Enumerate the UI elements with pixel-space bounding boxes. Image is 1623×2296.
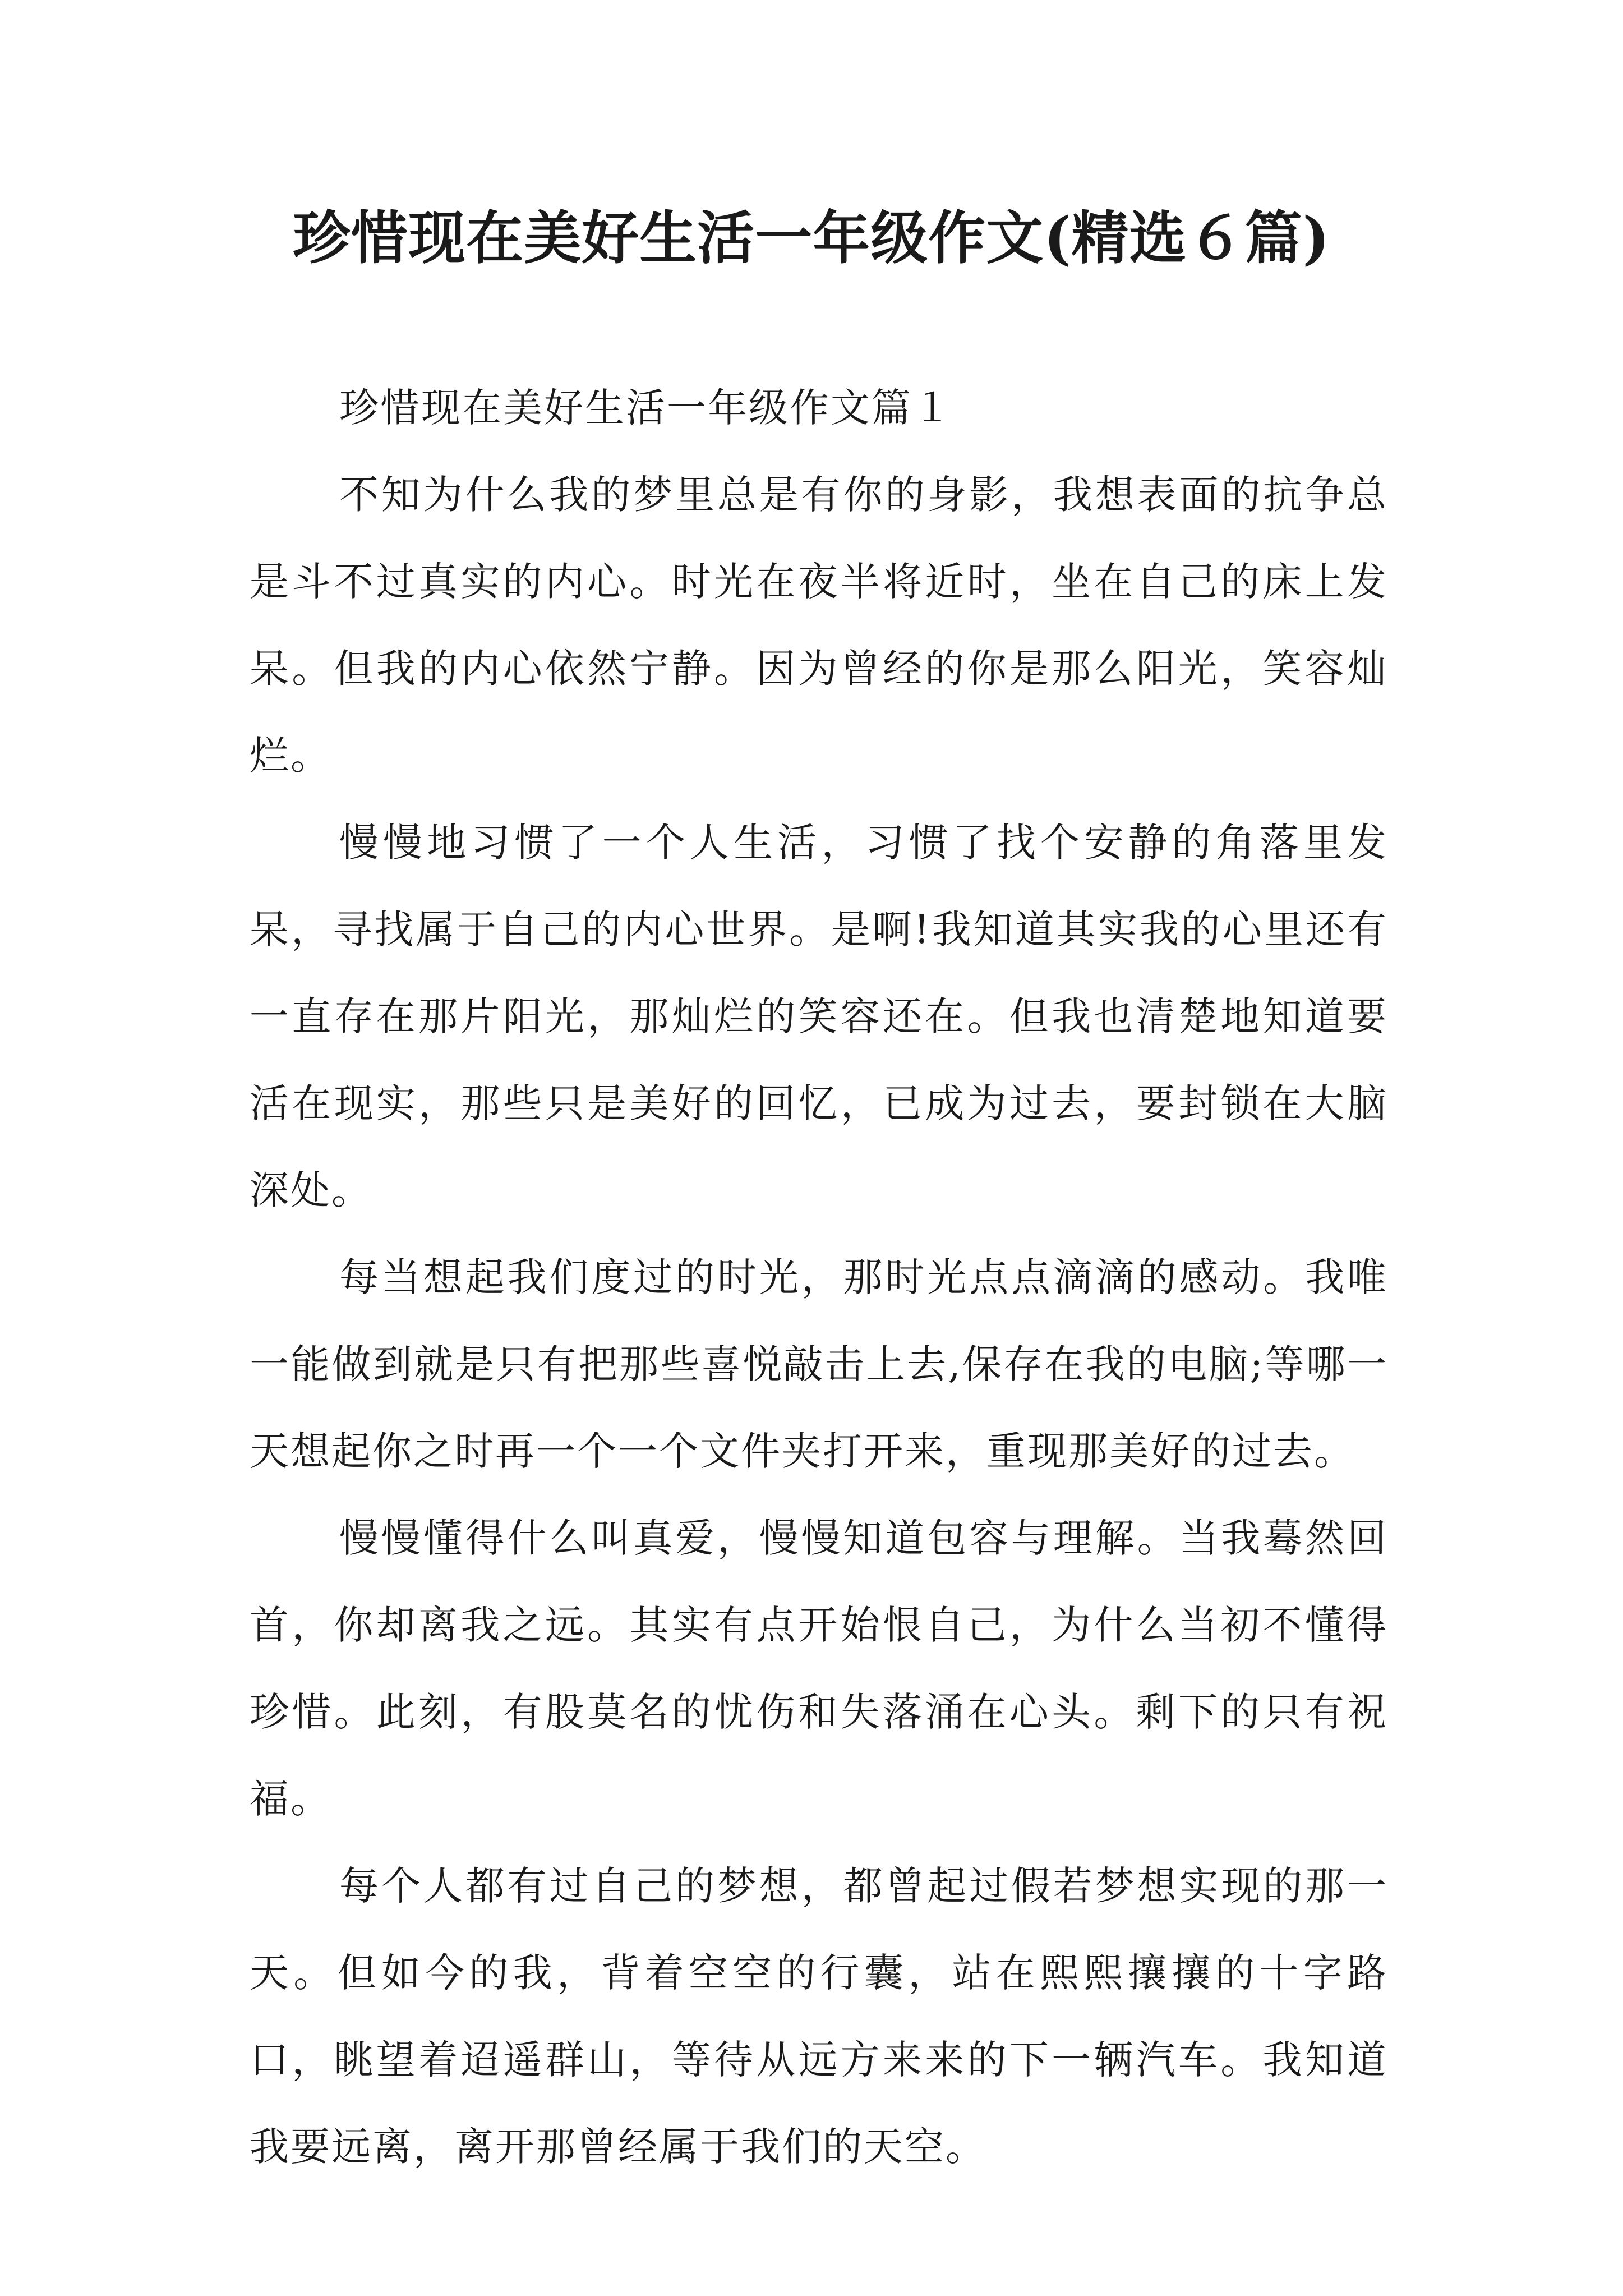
paragraph-2: 慢慢地习惯了一个人生活，习惯了找个安静的角落里发呆，寻找属于自己的内心世界。是啊!我知道其实我的心里还有一直存在那片阳光，那灿烂的笑容还在。但我也清楚地知道要活在现实，那些只是美好的回忆，已成为过去，要封锁在大脑深处。	[250, 820, 1388, 1213]
document-body	[250, 365, 1388, 2191]
paragraph-5: 每个人都有过自己的梦想，都曾起过假若梦想实现的那一天。但如今的我，背着空空的行囊，站在熙熙攘攘的十字路口，眺望着迢遥群山，等待从远方来来的下一辆汽车。我知道我要远离，离开那曾经属于我们的天空。	[250, 1863, 1388, 2170]
section-heading: 珍惜现在美好生活一年级作文篇１	[339, 385, 953, 431]
document-title: 珍惜现在美好生活一年级作文(精选６篇)	[293, 205, 1330, 272]
paragraph-4: 慢慢懂得什么叫真爱，慢慢知道包容与理解。当我蓦然回首，你却离我之远。其实有点开始恨自己，为什么当初不懂得珍惜。此刻，有股莫名的忧伤和失落涌在心头。剩下的只有祝福。	[250, 1515, 1388, 1822]
paragraph-3: 每当想起我们度过的时光，那时光点点滴滴的感动。我唯一能做到就是只有把那些喜悦敲击上去,保存在我的电脑;等哪一天想起你之时再一个一个文件夹打开来，重现那美好的过去。	[250, 1254, 1388, 1474]
paragraph-1: 不知为什么我的梦里总是有你的身影，我想表面的抗争总是斗不过真实的内心。时光在夜半将近时，坐在自己的床上发呆。但我的内心依然宁静。因为曾经的你是那么阳光，笑容灿烂。	[250, 472, 1388, 779]
